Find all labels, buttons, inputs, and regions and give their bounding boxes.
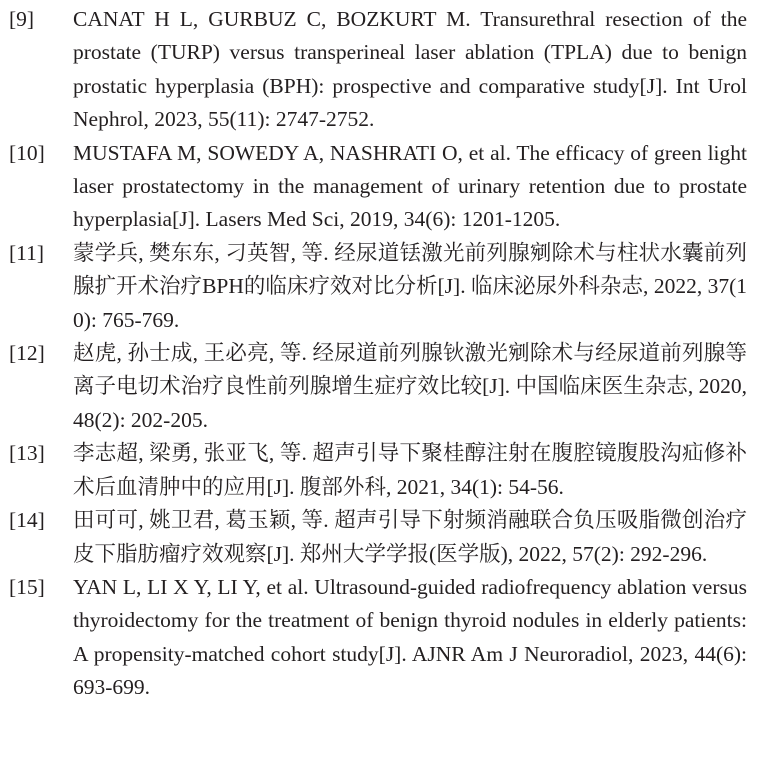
reference-number: [15] bbox=[9, 574, 45, 599]
reference-item bbox=[9, 3, 747, 137]
reference-item bbox=[9, 504, 747, 571]
reference-number: [14] bbox=[9, 508, 45, 533]
reference-number: [9] bbox=[9, 7, 35, 31]
reference-number: [12] bbox=[9, 341, 45, 366]
reference-item bbox=[9, 437, 747, 504]
reference-text: YAN L, LI X Y, LI Y, et al. Ultrasound-guided radiofrequency ablation versus thyroidectomy for the treatment of benign thyroid nodules in elderly patients: A propensity-matched cohort study[J]. AJNR Am J Neuroradiol, 2023, 44(6): 693-699. bbox=[73, 574, 747, 700]
reference-number: [11] bbox=[9, 240, 45, 265]
reference-text: 赵虎, 孙士成, 王必亮, 等. 经尿道前列腺钬激光剜除术与经尿道前列腺等离子电切术治疗良性前列腺增生症疗效比较[J]. 中国临床医生杂志, 2020, 48(2): 202-205. bbox=[73, 341, 747, 432]
reference-item bbox=[9, 337, 747, 437]
reference-item bbox=[9, 571, 747, 705]
reference-number: [13] bbox=[9, 441, 45, 466]
reference-text: 蒙学兵, 樊东东, 刁英智, 等. 经尿道铥激光前列腺剜除术与柱状水囊前列腺扩开术治疗BPH的临床疗效对比分析[J]. 临床泌尿外科杂志, 2022, 37(10): 765-769. bbox=[73, 240, 747, 332]
reference-item bbox=[9, 237, 747, 337]
reference-item bbox=[9, 137, 747, 237]
reference-text: CANAT H L, GURBUZ C, BOZKURT M. Transurethral resection of the prostate (TURP) versus transperineal laser ablation (TPLA) due to benign prostatic hyperplasia (BPH): prospective and comparative study[J]. Int Urol Nephrol, 2023, 55(11): 2747-2752. bbox=[73, 7, 747, 132]
reference-text: 李志超, 梁勇, 张亚飞, 等. 超声引导下聚桂醇注射在腹腔镜腹股沟疝修补术后血清肿中的应用[J]. 腹部外科, 2021, 34(1): 54-56. bbox=[73, 441, 747, 499]
reference-text: MUSTAFA M, SOWEDY A, NASHRATI O, et al. The efficacy of green light laser prostatectomy in the management of urinary retention due to prostate hyperplasia[J]. Lasers Med Sci, 2019, 34(6): 1201-1205. bbox=[73, 140, 747, 232]
reference-number: [10] bbox=[9, 140, 45, 165]
reference-text: 田可可, 姚卫君, 葛玉颖, 等. 超声引导下射频消融联合负压吸脂微创治疗皮下脂肪瘤疗效观察[J]. 郑州大学学报(医学版), 2022, 57(2): 292-296. bbox=[73, 508, 747, 566]
